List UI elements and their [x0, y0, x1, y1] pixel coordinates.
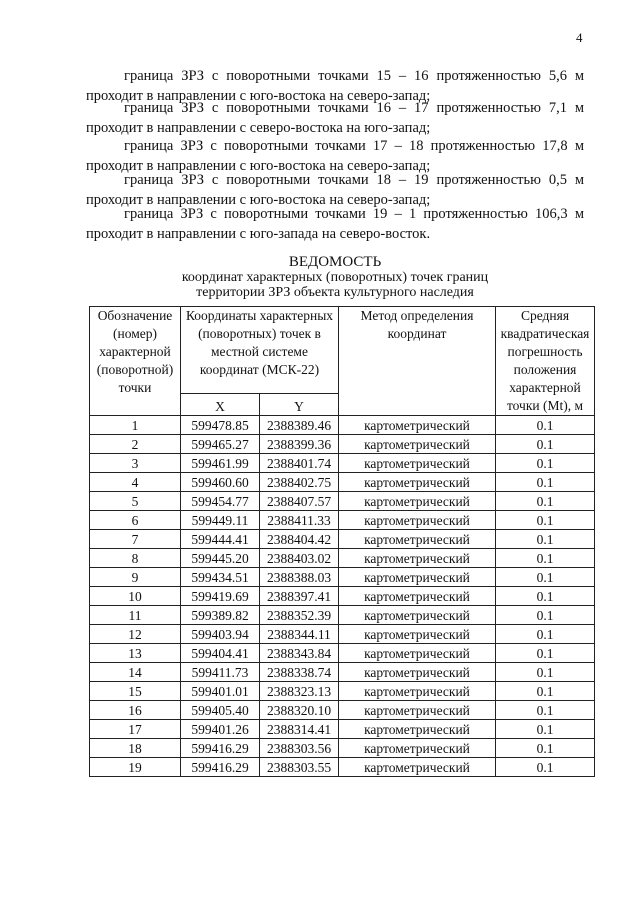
y-coordinate-cell: 2388352.39 — [260, 606, 339, 625]
method-cell: картометрический — [339, 606, 496, 625]
paragraph-line: граница ЗРЗ с поворотными точками 16 – 17 протяженностью 7,1 м — [124, 100, 584, 116]
header-error: Средняя квадратическая погрешность положения характерной точки (Mt), м — [496, 307, 595, 416]
error-cell: 0.1 — [496, 663, 595, 682]
method-cell: картометрический — [339, 625, 496, 644]
error-cell: 0.1 — [496, 549, 595, 568]
header-method: Метод определения координат — [339, 307, 496, 416]
point-number-cell: 18 — [90, 739, 181, 758]
x-coordinate-cell: 599460.60 — [181, 473, 260, 492]
point-number-cell: 8 — [90, 549, 181, 568]
paragraph-line: проходит в направлении с северо-востока на юго-запад; — [86, 120, 431, 136]
error-cell: 0.1 — [496, 454, 595, 473]
table-row — [90, 606, 595, 625]
x-coordinate-cell: 599419.69 — [181, 587, 260, 606]
error-cell: 0.1 — [496, 435, 595, 454]
table-row — [90, 758, 595, 777]
y-coordinate-cell: 2388397.41 — [260, 587, 339, 606]
method-cell: картометрический — [339, 644, 496, 663]
point-number-cell: 5 — [90, 492, 181, 511]
point-number-cell: 4 — [90, 473, 181, 492]
method-cell: картометрический — [339, 682, 496, 701]
paragraph-line: граница ЗРЗ с поворотными точками 19 – 1 протяженностью 106,3 м — [124, 206, 584, 222]
x-coordinate-cell: 599478.85 — [181, 416, 260, 435]
paragraph-line: проходит в направлении с юго-востока на северо-запад; — [86, 192, 431, 208]
point-number-cell: 11 — [90, 606, 181, 625]
point-number-cell: 10 — [90, 587, 181, 606]
page-number: 4 — [576, 30, 583, 45]
point-number-cell: 1 — [90, 416, 181, 435]
point-number-cell: 13 — [90, 644, 181, 663]
heading-subtitle: координат характерных (поворотных) точек границ — [181, 270, 489, 285]
point-number-cell: 7 — [90, 530, 181, 549]
y-coordinate-cell: 2388343.84 — [260, 644, 339, 663]
boundary-paragraph — [86, 98, 584, 138]
error-cell: 0.1 — [496, 720, 595, 739]
x-coordinate-cell: 599449.11 — [181, 511, 260, 530]
method-cell: картометрический — [339, 720, 496, 739]
y-coordinate-cell: 2388403.02 — [260, 549, 339, 568]
error-cell: 0.1 — [496, 530, 595, 549]
point-number-cell: 12 — [90, 625, 181, 644]
y-coordinate-cell: 2388314.41 — [260, 720, 339, 739]
point-number-cell: 3 — [90, 454, 181, 473]
y-coordinate-cell: 2388407.57 — [260, 492, 339, 511]
y-coordinate-cell: 2388402.75 — [260, 473, 339, 492]
method-cell: картометрический — [339, 530, 496, 549]
error-cell: 0.1 — [496, 416, 595, 435]
error-cell: 0.1 — [496, 492, 595, 511]
table-row — [90, 701, 595, 720]
table-row — [90, 454, 595, 473]
y-coordinate-cell: 2388320.10 — [260, 701, 339, 720]
x-coordinate-cell: 599401.01 — [181, 682, 260, 701]
x-coordinate-cell: 599445.20 — [181, 549, 260, 568]
point-number-cell: 2 — [90, 435, 181, 454]
table-row — [90, 549, 595, 568]
y-coordinate-cell: 2388411.33 — [260, 511, 339, 530]
method-cell: картометрический — [339, 587, 496, 606]
x-coordinate-cell: 599411.73 — [181, 663, 260, 682]
x-coordinate-cell: 599405.40 — [181, 701, 260, 720]
y-coordinate-cell: 2388404.42 — [260, 530, 339, 549]
y-coordinate-cell: 2388303.56 — [260, 739, 339, 758]
error-cell: 0.1 — [496, 511, 595, 530]
table-row — [90, 492, 595, 511]
x-coordinate-cell: 599454.77 — [181, 492, 260, 511]
paragraph-line: проходит в направлении с юго-востока на северо-запад; — [86, 158, 431, 174]
header-x: X — [181, 394, 260, 416]
x-coordinate-cell: 599444.41 — [181, 530, 260, 549]
error-cell: 0.1 — [496, 473, 595, 492]
y-coordinate-cell: 2388323.13 — [260, 682, 339, 701]
paragraph-line: граница ЗРЗ с поворотными точками 15 – 16 протяженностью 5,6 м — [124, 68, 584, 84]
statement-heading — [86, 255, 584, 300]
x-coordinate-cell: 599434.51 — [181, 568, 260, 587]
x-coordinate-cell: 599416.29 — [181, 758, 260, 777]
method-cell: картометрический — [339, 568, 496, 587]
error-cell: 0.1 — [496, 625, 595, 644]
x-coordinate-cell: 599389.82 — [181, 606, 260, 625]
x-coordinate-cell: 599401.26 — [181, 720, 260, 739]
error-cell: 0.1 — [496, 739, 595, 758]
method-cell: картометрический — [339, 435, 496, 454]
error-cell: 0.1 — [496, 701, 595, 720]
method-cell: картометрический — [339, 701, 496, 720]
header-designation: Обозначение (номер) характерной (поворотной) точки — [90, 307, 181, 416]
error-cell: 0.1 — [496, 587, 595, 606]
x-coordinate-cell: 599465.27 — [181, 435, 260, 454]
y-coordinate-cell: 2388401.74 — [260, 454, 339, 473]
method-cell: картометрический — [339, 473, 496, 492]
table-row — [90, 511, 595, 530]
error-cell: 0.1 — [496, 644, 595, 663]
error-cell: 0.1 — [496, 568, 595, 587]
point-number-cell: 15 — [90, 682, 181, 701]
table-row — [90, 720, 595, 739]
method-cell: картометрический — [339, 454, 496, 473]
table-row — [90, 435, 595, 454]
point-number-cell: 6 — [90, 511, 181, 530]
table-row — [90, 473, 595, 492]
method-cell: картометрический — [339, 511, 496, 530]
x-coordinate-cell: 599461.99 — [181, 454, 260, 473]
boundary-paragraph — [86, 204, 584, 244]
method-cell: картометрический — [339, 549, 496, 568]
point-number-cell: 19 — [90, 758, 181, 777]
y-coordinate-cell: 2388344.11 — [260, 625, 339, 644]
method-cell: картометрический — [339, 416, 496, 435]
paragraph-line: проходит в направлении с юго-востока на северо-запад; — [86, 88, 431, 104]
y-coordinate-cell: 2388399.36 — [260, 435, 339, 454]
x-coordinate-cell: 599416.29 — [181, 739, 260, 758]
header-y: Y — [260, 394, 339, 416]
paragraph-line: граница ЗРЗ с поворотными точками 17 – 18 протяженностью 17,8 м — [124, 138, 584, 154]
coordinates-table — [89, 306, 595, 777]
x-coordinate-cell: 599404.41 — [181, 644, 260, 663]
error-cell: 0.1 — [496, 758, 595, 777]
method-cell: картометрический — [339, 663, 496, 682]
table-row — [90, 587, 595, 606]
table-row — [90, 682, 595, 701]
table-row — [90, 625, 595, 644]
table-row — [90, 416, 595, 435]
point-number-cell: 9 — [90, 568, 181, 587]
method-cell: картометрический — [339, 739, 496, 758]
table-row — [90, 568, 595, 587]
y-coordinate-cell: 2388338.74 — [260, 663, 339, 682]
method-cell: картометрический — [339, 758, 496, 777]
y-coordinate-cell: 2388389.46 — [260, 416, 339, 435]
table-row — [90, 644, 595, 663]
heading-subtitle: территории ЗРЗ объекта культурного наследия — [196, 285, 474, 300]
paragraph-line: проходит в направлении с юго-запада на северо-восток. — [86, 226, 431, 242]
table-row — [90, 663, 595, 682]
table-row — [90, 739, 595, 758]
point-number-cell: 17 — [90, 720, 181, 739]
x-coordinate-cell: 599403.94 — [181, 625, 260, 644]
header-coordinates: Координаты характерных (поворотных) точек в местной системе координат (МСК-22) — [181, 307, 339, 394]
error-cell: 0.1 — [496, 682, 595, 701]
point-number-cell: 14 — [90, 663, 181, 682]
table-row — [90, 530, 595, 549]
point-number-cell: 16 — [90, 701, 181, 720]
heading-title: ВЕДОМОСТЬ — [288, 254, 382, 270]
y-coordinate-cell: 2388303.55 — [260, 758, 339, 777]
method-cell: картометрический — [339, 492, 496, 511]
error-cell: 0.1 — [496, 606, 595, 625]
paragraph-line: граница ЗРЗ с поворотными точками 18 – 19 протяженностью 0,5 м — [124, 172, 584, 188]
y-coordinate-cell: 2388388.03 — [260, 568, 339, 587]
